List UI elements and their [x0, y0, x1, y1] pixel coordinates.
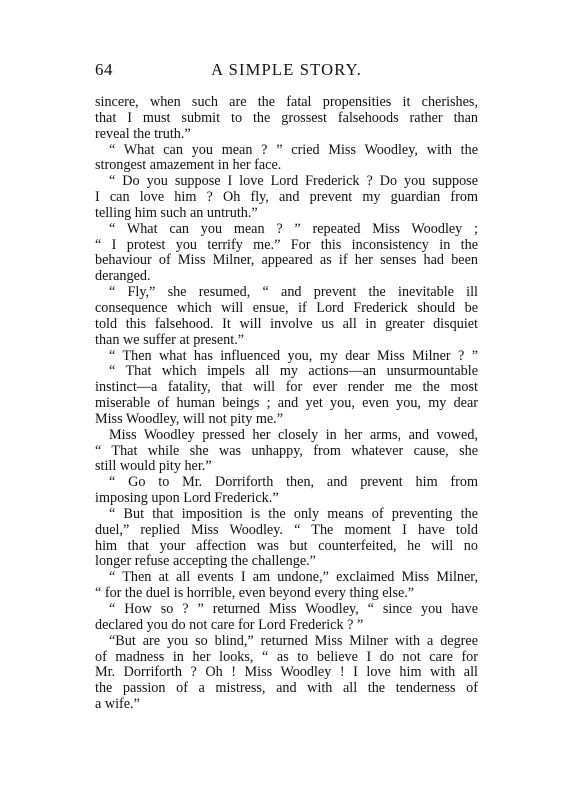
text-line: consequence which will ensue, if Lord Frederick should be — [95, 300, 478, 316]
text-line: duel,” replied Miss Woodley. “ The moment I have told — [95, 522, 478, 538]
text-line: that I must submit to the grossest falsehoods rather than — [95, 110, 478, 126]
body-text — [95, 95, 478, 713]
text-line: “ What can you mean ? ” repeated Miss Woodley ; — [109, 221, 478, 237]
text-line: strongest amazement in her face. — [95, 158, 282, 174]
text-line: longer refuse accepting the challenge.” — [95, 554, 316, 570]
text-line: sincere, when such are the fatal propensities it cherishes, — [95, 95, 478, 110]
text-line: “ I protest you terrify me.” For this inconsistency in the — [95, 237, 478, 253]
text-line: the passion of a mistress, and with all the tenderness of — [95, 681, 478, 697]
text-line: behaviour of Miss Milner, appeared as if her senses had been — [95, 253, 478, 269]
text-line: “ What can you mean ? ” cried Miss Woodley, with the — [109, 142, 478, 158]
text-line: deranged. — [95, 269, 151, 285]
text-line: declared you do not care for Lord Frederick ? ” — [95, 617, 364, 633]
text-line: “But are you so blind,” returned Miss Milner with a degree — [109, 633, 478, 649]
text-line: Miss Woodley pressed her closely in her arms, and vowed, — [109, 427, 478, 443]
text-line: of madness in her looks, “ as to believe I do not care for — [95, 649, 478, 665]
text-line: Mr. Dorriforth ? Oh ! Miss Woodley ! I love him with all — [95, 665, 478, 681]
text-line: “ How so ? ” returned Miss Woodley, “ since you have — [109, 602, 478, 617]
text-line: than we suffer at present.” — [95, 332, 245, 348]
text-line: him that your affection was but counterfeited, he will no — [95, 538, 478, 554]
text-line: reveal the truth.” — [95, 126, 191, 142]
text-line: “ Fly,” she resumed, “ and prevent the inevitable ill — [109, 285, 478, 301]
text-line: instinct—a fatality, that will for ever render me the most — [95, 380, 478, 396]
text-line: “ for the duel is horrible, even beyond every thing else.” — [95, 586, 415, 602]
text-line: “ That which impels all my actions—an unsurmountable — [109, 364, 478, 380]
text-line: “ Go to Mr. Dorriforth then, and prevent him from — [109, 475, 478, 491]
running-head — [95, 60, 478, 84]
text-line: a wife.” — [95, 697, 140, 713]
text-line: still would pity her.” — [95, 459, 212, 475]
text-line: telling him such an untruth.” — [95, 205, 258, 221]
page-number: 64 — [95, 60, 113, 79]
text-line: “ But that imposition is the only means of preventing the — [109, 506, 478, 522]
text-line: “ Then at all events I am undone,” exclaimed Miss Milner, — [109, 570, 478, 586]
text-line: told this falsehood. It will involve us all in greater disquiet — [95, 316, 478, 332]
text-line: imposing upon Lord Frederick.” — [95, 491, 279, 507]
text-line: I can love him ? Oh fly, and prevent my guardian from — [95, 190, 478, 206]
text-line: “ That while she was unhappy, from whatever cause, she — [95, 443, 478, 459]
text-line: Miss Woodley, will not pity me.” — [95, 411, 284, 427]
text-line: “ Do you suppose I love Lord Frederick ? Do you suppose — [109, 174, 478, 190]
text-line: miserable of human beings ; and yet you, even you, my dear — [95, 396, 478, 412]
book-title: A SIMPLE STORY. — [211, 60, 362, 79]
text-line: “ Then what has influenced you, my dear Miss Milner ? ” — [109, 348, 478, 364]
